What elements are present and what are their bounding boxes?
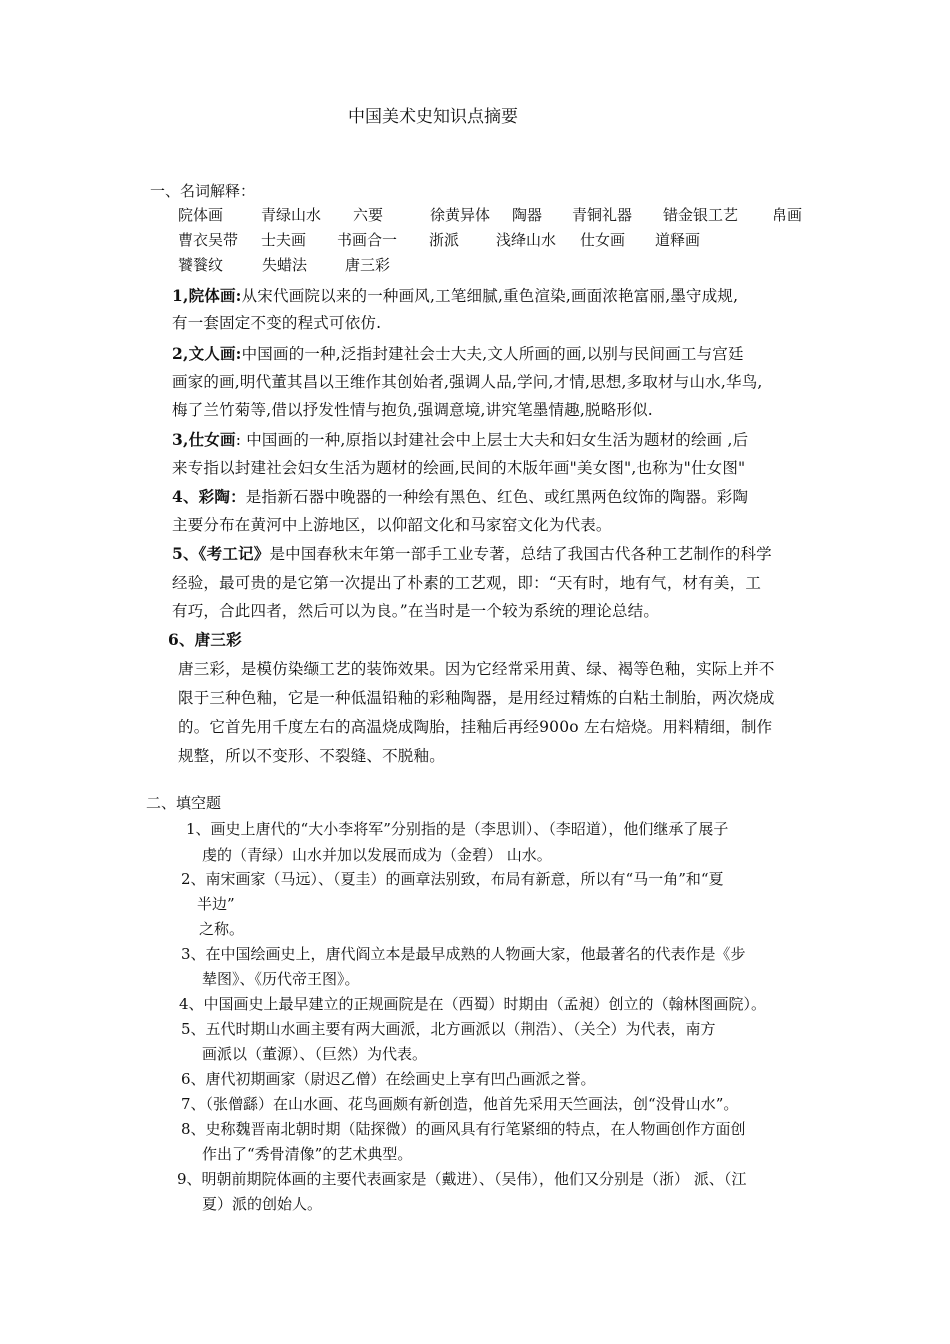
entry-line: 来专指以封建社会妇女生活为题材的绘画,民间的木版年画"美女图",也称为"仕女图" bbox=[172, 459, 746, 477]
entry-line: 1,院体画:从宋代画院以来的一种画风,工笔细腻,重色渲染,画面浓艳富丽,墨守成规, bbox=[172, 286, 739, 305]
term: 道释画 bbox=[655, 231, 701, 249]
term: 曹衣吴带 bbox=[178, 231, 239, 249]
term: 陶器 bbox=[512, 206, 543, 224]
entry-label: 2,文人画: bbox=[172, 344, 242, 363]
term: 士夫画 bbox=[261, 231, 307, 249]
entry-line: 5、《考工记》是中国春秋末年第一部手工业专著，总结了我国古代各种工艺制作的科学 bbox=[172, 544, 772, 563]
term: 院体画 bbox=[178, 206, 224, 224]
fill-line: 半边” bbox=[197, 895, 235, 913]
entry-line: 唐三彩，是模仿染缬工艺的装饰效果。因为它经常采用黄、绿、褐等色釉，实际上并不 bbox=[178, 660, 775, 678]
entry-line: 有巧，合此四者，然后可以为良。”在当时是一个较为系统的理论总结。 bbox=[172, 602, 660, 620]
term: 仕女画 bbox=[580, 231, 626, 249]
entry-line: 2,文人画:中国画的一种,泛指封建社会士大夫,文人所画的画,以别与民间画工与宫廷 bbox=[172, 344, 744, 363]
fill-line: 辇图》、《历代帝王图》。 bbox=[202, 970, 360, 988]
term: 饕餮纹 bbox=[178, 256, 224, 274]
term: 浅绛山水 bbox=[496, 231, 557, 249]
term: 错金银工艺 bbox=[663, 206, 739, 224]
entry-label: 5、《考工记》 bbox=[172, 544, 270, 563]
fill-line: 2、南宋画家（马远）、（夏圭）的画章法别致，布局有新意，所以有“马一角”和“夏 bbox=[181, 870, 724, 888]
entry-label: 6、唐三彩 bbox=[168, 630, 242, 649]
entry-line: 的。它首先用千度左右的高温烧成陶胎，挂釉后再经900o 左右焙烧。用料精细，制作 bbox=[178, 718, 773, 736]
fill-line: 1、画史上唐代的“大小李将军”分别指的是（李思训）、（李昭道），他们继承了展子 bbox=[186, 820, 729, 838]
fill-line: 3、在中国绘画史上，唐代阎立本是最早成熟的人物画大家，他最著名的代表作是《步 bbox=[181, 945, 746, 963]
entry-line: 4、彩陶：是指新石器中晚器的一种绘有黑色、红色、或红黑两色纹饰的陶器。彩陶 bbox=[172, 487, 749, 506]
fill-line: 5、五代时期山水画主要有两大画派，北方画派以（荆浩）、（关仝）为代表，南方 bbox=[181, 1020, 716, 1038]
term: 失蜡法 bbox=[262, 256, 308, 274]
fill-line: 7、（张僧繇）在山水画、花鸟画颇有新创造，他首先采用天竺画法，创“没骨山水”。 bbox=[181, 1095, 739, 1113]
term: 唐三彩 bbox=[345, 256, 391, 274]
entry-line: 3,仕女画: 中国画的一种,原指以封建社会中上层士大夫和妇女生活为题材的绘画 ,后 bbox=[172, 430, 749, 449]
term: 青铜礼器 bbox=[572, 206, 633, 224]
term: 书画合一 bbox=[337, 231, 398, 249]
entry-line: 有一套固定不变的程式可依仿. bbox=[172, 314, 382, 332]
term: 帛画 bbox=[772, 206, 803, 224]
entry-line: 限于三种色釉，它是一种低温铅釉的彩釉陶器，是用经过精炼的白粘土制胎，两次烧成 bbox=[178, 689, 775, 707]
term: 徐黄异体 bbox=[430, 206, 491, 224]
fill-line: 6、唐代初期画家（尉迟乙僧）在绘画史上享有凹凸画派之誉。 bbox=[181, 1070, 596, 1088]
entry-label: 1,院体画: bbox=[172, 286, 242, 305]
term: 浙派 bbox=[429, 231, 460, 249]
entry-line: 主要分布在黄河中上游地区，以仰韶文化和马家窑文化为代表。 bbox=[172, 516, 612, 534]
fill-line: 画派以（董源）、（巨然）为代表。 bbox=[202, 1045, 428, 1063]
section2-heading: 二、填空题 bbox=[146, 794, 222, 812]
fill-line: 作出了“秀骨清像”的艺术典型。 bbox=[202, 1145, 413, 1163]
fill-line: 8、史称魏晋南北朝时期（陆探微）的画风具有行笔紧细的特点，在人物画创作方面创 bbox=[181, 1120, 746, 1138]
term: 六要 bbox=[353, 206, 384, 224]
entry-label: 3,仕女画 bbox=[172, 430, 236, 449]
fill-line: 夏）派的创始人。 bbox=[202, 1195, 323, 1213]
fill-line: 之称。 bbox=[199, 920, 245, 938]
entry-line: 画家的画,明代董其昌以王维作其创始者,强调人品,学问,才情,思想,多取材与山水,华鸟, bbox=[172, 373, 763, 391]
fill-line: 4、中国画史上最早建立的正规画院是在（西蜀）时期由（孟昶）创立的（翰林图画院）。 bbox=[179, 995, 767, 1013]
fill-line: 虔的（青绿）山水并加以发展而成为（金碧） 山水。 bbox=[202, 846, 552, 864]
entry-line: 规整，所以不变形、不裂缝、不脱釉。 bbox=[178, 747, 445, 765]
page-title: 中国美术史知识点摘要 bbox=[348, 107, 518, 127]
entry-label: 4、彩陶： bbox=[172, 487, 246, 506]
entry-line: 经验，最可贵的是它第一次提出了朴素的工艺观，即：“天有时，地有气，材有美，工 bbox=[172, 574, 762, 592]
entry-line: 梅了兰竹菊等,借以抒发性情与抱负,强调意境,讲究笔墨情趣,脱略形似. bbox=[172, 401, 653, 419]
term: 青绿山水 bbox=[261, 206, 322, 224]
section1-heading: 一、名词解释： bbox=[150, 182, 256, 200]
fill-line: 9、明朝前期院体画的主要代表画家是（戴进）、（吴伟），他们又分别是（浙） 派、（江 bbox=[177, 1170, 747, 1188]
